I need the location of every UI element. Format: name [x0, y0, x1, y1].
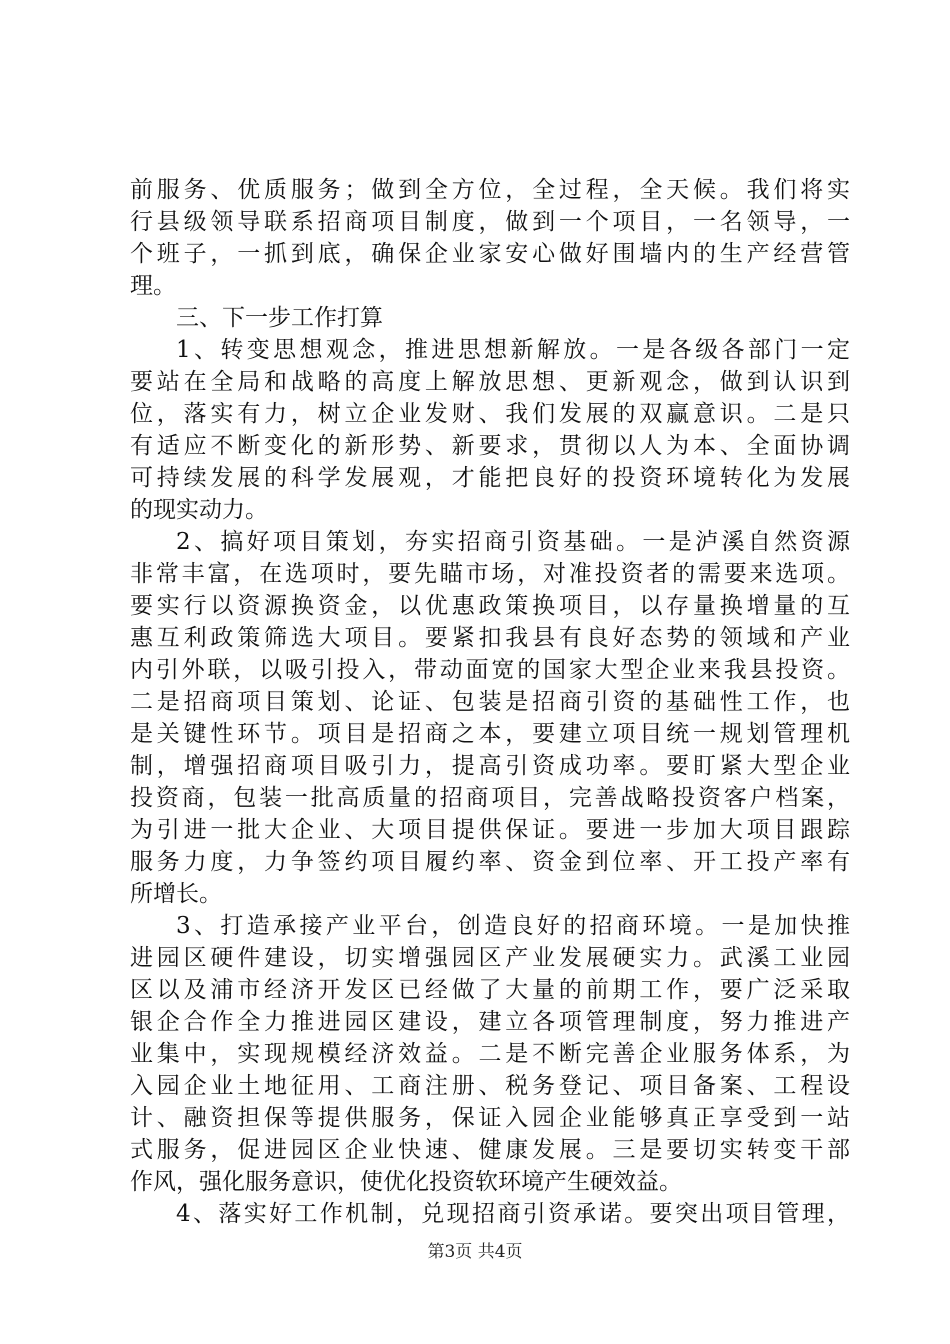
- text-line: 制，增强招商项目吸引力，提高引资成功率。要盯紧大型企业: [130, 753, 850, 779]
- text-line: 的现实动力。: [130, 497, 268, 523]
- text-line: 非常丰富，在选项时，要先瞄市场，对准投资者的需要来选项。: [130, 561, 850, 587]
- text-line: 是关键性环节。项目是招商之本，要建立项目统一规划管理机: [130, 721, 850, 747]
- text-line: 区以及浦市经济开发区已经做了大量的前期工作，要广泛采取: [130, 977, 850, 1003]
- text-line: 业集中，实现规模经济效益。二是不断完善企业服务体系，为: [130, 1041, 850, 1067]
- text-line: 银企合作全力推进园区建设，建立各项管理制度，努力推进产: [130, 1009, 850, 1035]
- text-line: 理。: [130, 273, 176, 299]
- text-line: 内引外联，以吸引投入，带动面宽的国家大型企业来我县投资。: [130, 657, 850, 683]
- text-line: 二是招商项目策划、论证、包装是招商引资的基础性工作，也: [130, 689, 850, 715]
- page-footer: 第3页 共4页: [427, 1242, 523, 1262]
- text-line: 位，落实有力，树立企业发财、我们发展的双赢意识。二是只: [130, 401, 850, 427]
- text-line: 惠互利政策筛选大项目。要紧扣我县有良好态势的领域和产业: [130, 625, 850, 651]
- text-line: 可持续发展的科学发展观，才能把良好的投资环境转化为发展: [130, 465, 850, 491]
- text-line: 所增长。: [130, 881, 222, 907]
- text-line: 式服务，促进园区企业快速、健康发展。三是要切实转变干部: [130, 1137, 850, 1163]
- text-line: 要实行以资源换资金，以优惠政策换项目，以存量换增量的互: [130, 593, 850, 619]
- text-line: 2、搞好项目策划，夯实招商引资基础。一是泸溪自然资源: [176, 529, 850, 555]
- text-line: 计、融资担保等提供服务，保证入园企业能够真正享受到一站: [130, 1105, 850, 1131]
- text-line: 要站在全局和战略的高度上解放思想、更新观念，做到认识到: [130, 369, 850, 395]
- document-body: [130, 174, 850, 1230]
- text-line: 进园区硬件建设，切实增强园区产业发展硬实力。武溪工业园: [130, 945, 850, 971]
- text-line: 为引进一批大企业、大项目提供保证。要进一步加大项目跟踪: [130, 817, 850, 843]
- text-line: 投资商，包装一批高质量的招商项目，完善战略投资客户档案，: [130, 785, 850, 811]
- text-line: 个班子，一抓到底，确保企业家安心做好围墙内的生产经营管: [130, 241, 850, 267]
- text-line: 3、打造承接产业平台，创造良好的招商环境。一是加快推: [176, 913, 850, 939]
- text-line: 4、落实好工作机制，兑现招商引资承诺。要突出项目管理，: [176, 1201, 850, 1227]
- text-line: 1、转变思想观念，推进思想新解放。一是各级各部门一定: [176, 337, 850, 363]
- text-line: 行县级领导联系招商项目制度，做到一个项目，一名领导，一: [130, 209, 850, 235]
- text-line: 有适应不断变化的新形势、新要求，贯彻以人为本、全面协调: [130, 433, 850, 459]
- text-line: 前服务、优质服务；做到全方位，全过程，全天候。我们将实: [130, 177, 850, 203]
- text-line: 作风，强化服务意识，使优化投资软环境产生硬效益。: [130, 1169, 682, 1195]
- text-line: 三、下一步工作打算: [176, 305, 383, 331]
- text-line: 服务力度，力争签约项目履约率、资金到位率、开工投产率有: [130, 849, 850, 875]
- text-line: 入园企业土地征用、工商注册、税务登记、项目备案、工程设: [130, 1073, 850, 1099]
